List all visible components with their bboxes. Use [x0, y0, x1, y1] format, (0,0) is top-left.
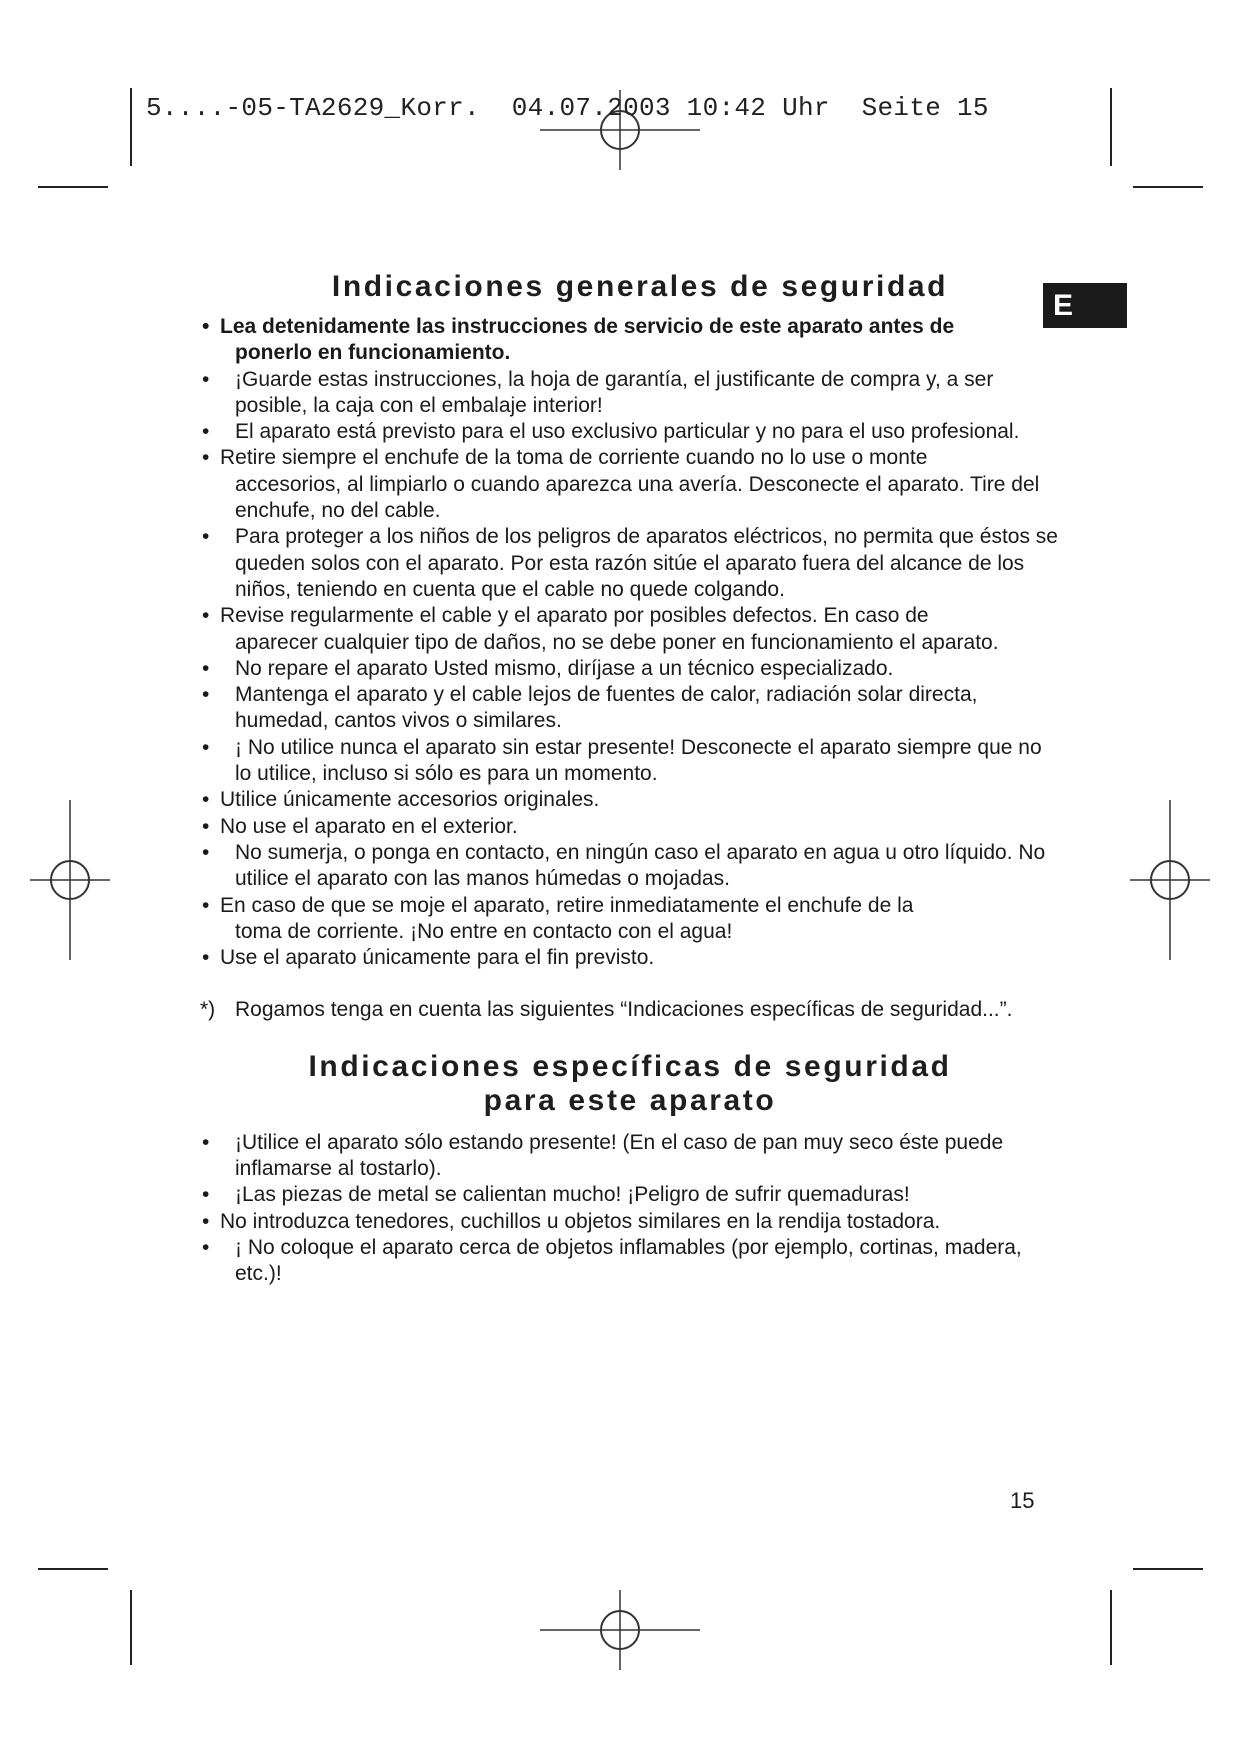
- list-item: • No use el aparato en el exterior.: [202, 814, 518, 838]
- specific-safety-list: [200, 1130, 1060, 1288]
- crop-mark: [38, 186, 108, 188]
- list-item: • Use el aparato únicamente para el fin previsto.: [202, 946, 655, 970]
- crop-mark: [1110, 88, 1112, 166]
- list-item: • Lea detenidamente las instrucciones de servicio de este aparato antes de ponerlo en funcionamiento.: [202, 315, 955, 365]
- list-item: • Utilice únicamente accesorios originales.: [202, 788, 600, 812]
- crop-mark: [1133, 1568, 1203, 1570]
- page-number: 15: [1010, 1488, 1035, 1513]
- list-item: • Mantenga el aparato y el cable lejos de fuentes de calor, radiación solar directa, humedad, cantos vivos o similares.: [202, 683, 978, 733]
- list-item: • ¡ No coloque el aparato cerca de objetos inflamables (por ejemplo, cortinas, madera, etc.)!: [202, 1235, 1022, 1286]
- section-title-specific-safety: Indicaciones específicas de seguridad para este aparato: [308, 1049, 952, 1117]
- list-item: • ¡Guarde estas instrucciones, la hoja de garantía, el justificante de compra y, a ser posible, la caja con el embalaje interior!: [202, 367, 994, 417]
- general-safety-list: [200, 314, 1060, 971]
- crop-mark: [38, 1568, 108, 1570]
- list-item: • El aparato está previsto para el uso exclusivo particular y no para el uso profesional.: [202, 420, 1020, 444]
- footnote: *) Rogamos tenga en cuenta las siguientes “Indicaciones específicas de seguridad...”.: [200, 998, 1013, 1022]
- list-item: • No introduzca tenedores, cuchillos u objetos similares en la rendija tostadora.: [202, 1209, 941, 1233]
- crop-mark: [130, 1590, 132, 1665]
- registration-mark: [540, 1590, 700, 1670]
- list-item: • ¡ No utilice nunca el aparato sin estar presente! Desconecte el aparato siempre que no lo utilice, incluso si sólo es para un momento.: [202, 735, 1042, 786]
- section-title-general-safety: Indicaciones generales de seguridad: [331, 270, 949, 303]
- crop-mark: [1133, 186, 1203, 188]
- list-item: • ¡Utilice el aparato sólo estando presente! (En el caso de pan muy seco éste puede inflamarse al tostarlo).: [202, 1130, 1004, 1181]
- list-item: • En caso de que se moje el aparato, retire inmediatamente el enchufe de la toma de corriente. ¡No entre en contacto con el agua!: [202, 893, 914, 943]
- crop-mark: [130, 88, 132, 166]
- list-item: • Revise regularmente el cable y el aparato por posibles defectos. En caso de aparecer cualquier tipo de daños, no se debe poner en funcionamiento el aparato.: [202, 604, 999, 654]
- registration-mark: [30, 800, 110, 960]
- list-item: • Retire siempre el enchufe de la toma de corriente cuando no lo use o monte accesorios, al limpiarlo o cuando aparezca una avería. Desconecte el aparato. Tire del enchufe, no del cable.: [202, 446, 1040, 523]
- page-content: [200, 270, 1060, 1288]
- list-item: • ¡Las piezas de metal se calientan mucho! ¡Peligro de sufrir quemaduras!: [202, 1183, 910, 1207]
- language-tab: E: [1043, 283, 1127, 328]
- list-item: • No repare el aparato Usted mismo, diríjase a un técnico especializado.: [202, 656, 894, 680]
- registration-mark: [1130, 800, 1210, 960]
- crop-mark: [1110, 1590, 1112, 1665]
- list-item: • Para proteger a los niños de los peligros de aparatos eléctricos, no permita que éstos se queden solos con el aparato. Por esta razón sitúe el aparato fuera del alcance de los niños, teniendo en cuenta que el cable no quede colgando.: [202, 525, 1058, 601]
- list-item: • No sumerja, o ponga en contacto, en ningún caso el aparato en agua u otro líquido. No utilice el aparato con las manos húmedas o mojadas.: [202, 840, 1046, 891]
- print-slug: 5....-05-TA2629_Korr. 04.07.2003 10:42 Uhr Seite 15: [146, 93, 989, 123]
